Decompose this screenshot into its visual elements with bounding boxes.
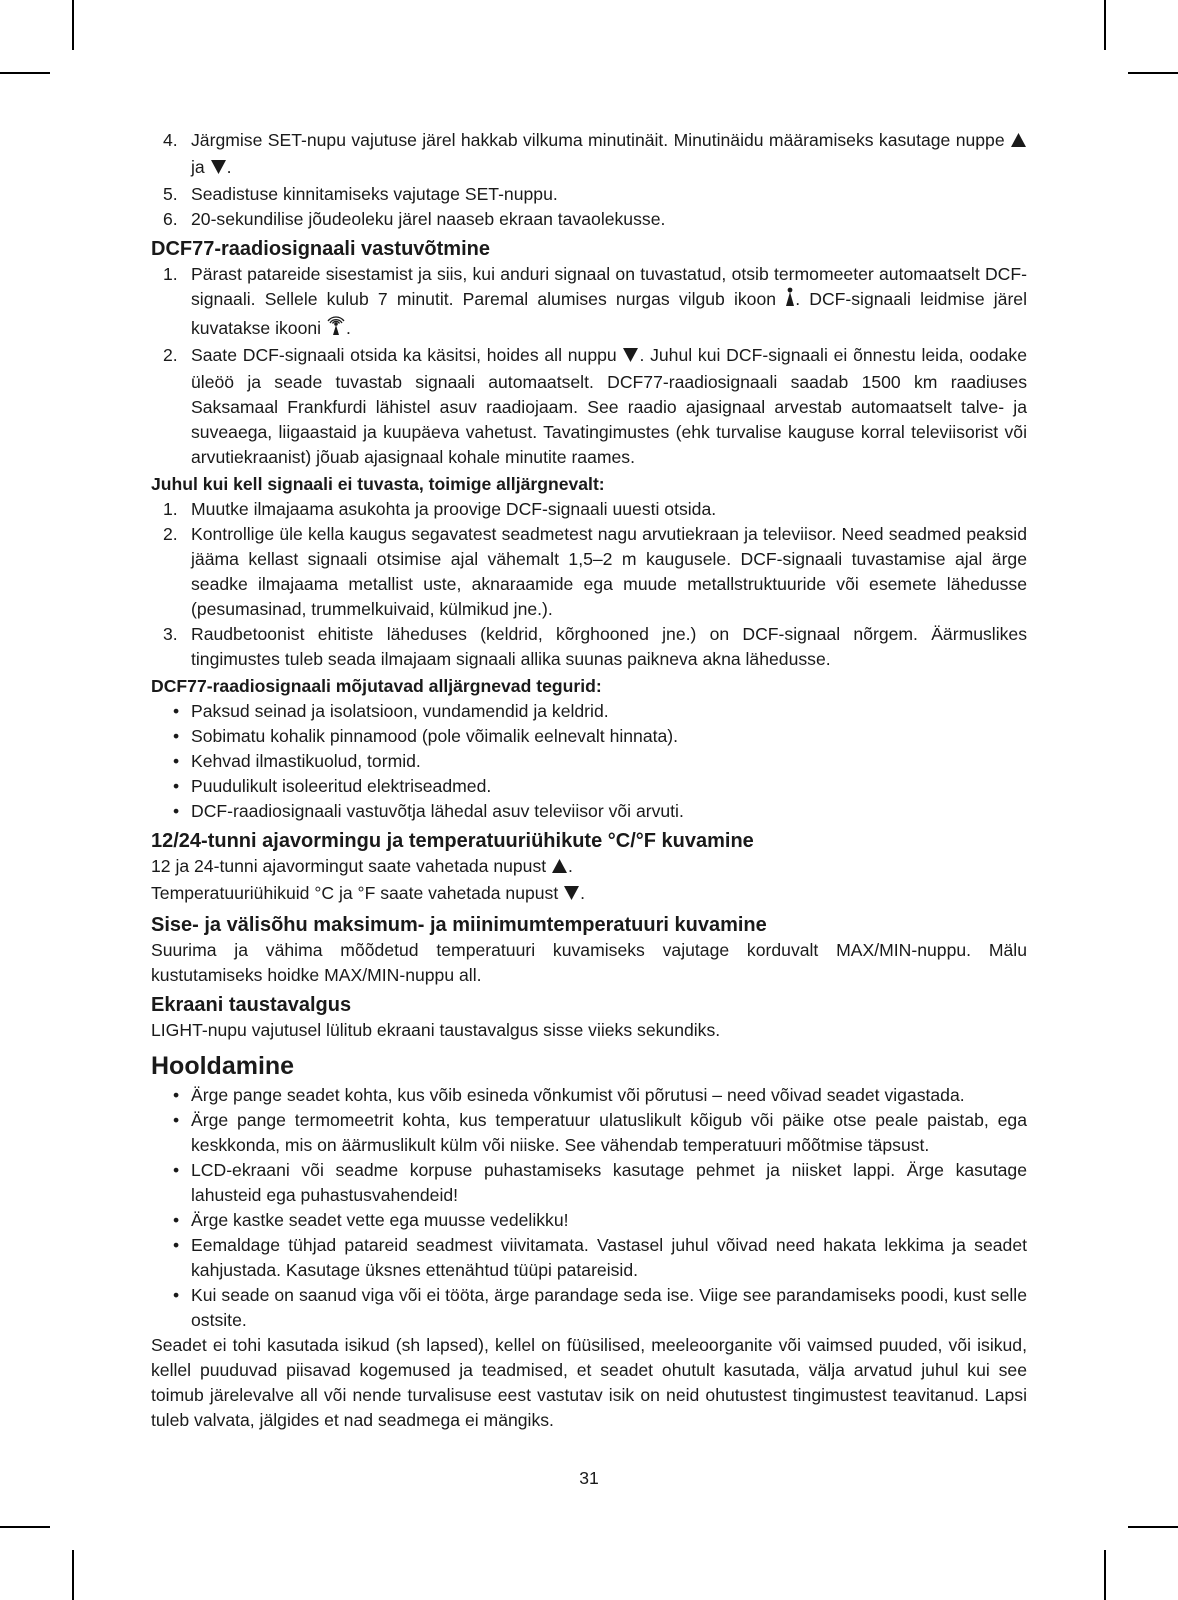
list-item: • Kehvad ilmastikuolud, tormid. [173,751,421,771]
list-item: 3. Raudbetoonist ehitiste läheduses (keldrid, kõrghooned jne.) on DCF-signaal nõrgem. Äärmuslikes tingimustes tuleb seada ilmajaam signaali allika suunas paikneva akna lähedusse. [163,624,1027,669]
down-triangle-icon [563,883,580,908]
list-item: • Ärge pange seadet kohta, kus võib esineda võnkumist või põrutusi – need võivad seadet vigastada. [173,1085,965,1105]
page-content [151,128,1027,1433]
backlight-text: LIGHT-nupu vajutusel lülitub ekraani taustavalgus sisse viieks sekundiks. [151,1020,721,1040]
list-item: 5. Seadistuse kinnitamiseks vajutage SET-nuppu. [163,184,558,204]
section-heading-factors: DCF77-raadiosignaali mõjutavad alljärgnevad tegurid: [151,676,602,696]
maintenance-list [151,1083,1027,1333]
list-item: • DCF-raadiosignaali vastuvõtja lähedal asuv televiisor või arvuti. [173,801,684,821]
factors-list [151,699,1027,824]
crop-mark [0,1526,50,1528]
section-heading-juhul: Juhul kui kell signaali ei tuvasta, toimige alljärgnevalt: [151,474,605,494]
section-heading-dcf: DCF77-raadiosignaali vastuvõtmine [151,238,490,260]
list-item: 1. Muutke ilmajaama asukohta ja proovige DCF-signaali uuesti otsida. [163,499,717,519]
list-item: 4. Järgmise SET-nupu vajutuse järel hakkab vilkuma minutinäit. Minutinäidu määramiseks kasutage nuppe ja . [151,128,1027,182]
list-item: • LCD-ekraani või seadme korpuse puhastamiseks kasutage pehmet ja niisket lappi. Ärge kasutage lahusteid ega puhastusvahendeid! [173,1160,1027,1205]
list-item: • Eemaldage tühjad patareid seadmest viivitamata. Vastasel juhul võivad need hakata lekkima ja seadet kahjustada. Kasutage üksnes ettenähtud tüüpi patareisid. [173,1235,1027,1280]
section-heading-maintenance: Hooldamine [151,1052,295,1080]
list-item: • Paksud seinad ja isolatsioon, vundamendid ja keldrid. [173,701,609,721]
format-line-2: Temperatuuriühikuid °C ja °F saate vahetada nupust . [151,881,1027,908]
list-item: 2. Saate DCF-signaali otsida ka käsitsi, hoides all nuppu . Juhul kui DCF-signaali ei õnnestu leida, oodake üleöö ja seade tuvastab signaali automaatselt. DCF77-raadiosignaali saadab 1500 km raadiuses Saksamaal Frankfurdi lähistel asuv raadiojaam. See raadio ajasignaal arvestab automaatselt talve- ja suveaega, liigaastaid ja kuupäeva vahetust. Tavatingimustes (ehk turvalise kauguse korral televiisorist või arvutiekraanist) jõuab ajasignaal kohale minutite raames. [163,345,1028,467]
crop-mark [1104,0,1106,50]
section-heading-format: 12/24-tunni ajavormingu ja temperatuuriühikute °C/°F kuvamine [151,830,754,852]
crop-mark [0,72,50,74]
list-item: • Kui seade on saanud viga või ei tööta, ärge parandage seda ise. Viige see parandamiseks poodi, kust selle ostsite. [173,1285,1027,1330]
dcf-list [151,262,1027,470]
setup-steps-list [151,128,1027,232]
page-number: 31 [579,1468,599,1488]
list-item: • Puudulikult isoleeritud elektriseadmed. [173,776,492,796]
troubleshoot-list [151,497,1027,672]
tower-searching-icon [785,287,795,314]
list-item: 1. Pärast patareide sisestamist ja siis, kui anduri signaal on tuvastatud, otsib termomeeter automaatselt DCF-signaali. Sellele kulub 7 minutit. Paremal alumises nurgas vilgub ikoon . DCF-signaali leidmise järel kuvatakse ikooni . [151,262,1027,343]
crop-mark [1128,72,1178,74]
up-triangle-icon [551,856,568,881]
list-item: 6. 20-sekundilise jõudeoleku järel naaseb ekraan tavaolekusse. [163,209,666,229]
down-triangle-icon [622,345,639,370]
safety-paragraph: Seadet ei tohi kasutada isikud (sh lapsed), kellel on füüsilised, meeleoorganite või vaimsed puuded, või isikud, kellel puuduvad piisavad kogemused ja teadmised, et seadet ohutult kasutada, välja arvatud juhul kui see toimub järelevalve all või nende turvalisuse eest vastutav isik on neid ohutustest tingimustest teavitanud. Lapsi tuleb valvata, jälgides et nad seadmega ei mängiks. [151,1335,1027,1430]
list-item: • Sobimatu kohalik pinnamood (pole võimalik eelnevalt hinnata). [173,726,679,746]
list-item: • Ärge pange termomeetrit kohta, kus temperatuur ulatuslikult kõigub või päike otse peale paistab, ega keskkonda, mis on äärmuslikult külm või niiske. See vähendab temperatuuri mõõtmise täpsust. [173,1110,1027,1155]
list-item: • Ärge kastke seadet vette ega muusse vedelikku! [173,1210,569,1230]
list-item: 2. Kontrollige üle kella kaugus segavatest seadmetest nagu arvutiekraan ja televiisor. Need seadmed peaksid jääma kellast signaali otsimise ajal vähemalt 1,5–2 m kaugusele. DCF-signaali tuvastamise ajal ärge seadke ilmajaama metallist uste, aknaraamide ega muude metallstruktuuride või esemete lähedusse (pesumasinad, trummelkuivaid, külmikud jne.). [163,524,1027,619]
crop-mark [72,0,74,50]
radio-signal-icon [326,314,346,343]
section-heading-maxmin: Sise- ja välisõhu maksimum- ja miinimumtemperatuuri kuvamine [151,914,767,936]
maxmin-text: Suurima ja vähima mõõdetud temperatuuri kuvamiseks vajutage korduvalt MAX/MIN-nuppu. Mälu kustutamiseks hoidke MAX/MIN-nuppu all. [151,940,1027,985]
section-heading-backlight: Ekraani taustavalgus [151,994,352,1016]
down-triangle-icon [210,157,227,182]
crop-mark [72,1550,74,1600]
format-line-1: 12 ja 24-tunni ajavormingut saate vahetada nupust . [151,854,1027,881]
crop-mark [1128,1526,1178,1528]
up-triangle-icon [1010,130,1027,155]
crop-mark [1104,1550,1106,1600]
